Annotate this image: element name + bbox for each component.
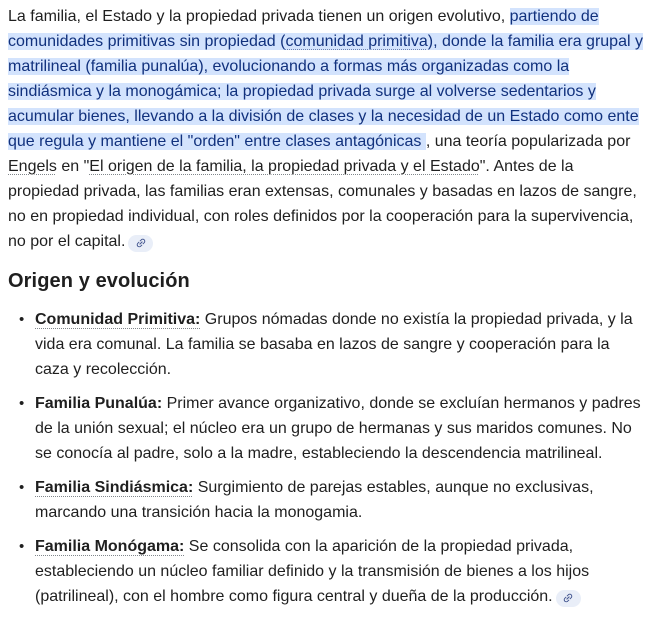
highlighted-text: ), donde la familia era grupal y matrilineal (familia punalúa), evolucionando a formas más organizadas como la sindiásmica y la monogámica; la propiedad privada surge al volverse sedentarios y acumular bienes, llevando a la división de clases y la necesidad de un Estado como ente que regula y mantiene el "orden" entre clases antagónicas — [8, 33, 643, 150]
bullet-text: Grupos nómadas donde no existía la propiedad privada, y la vida era comunal. La familia se basaba en lazos de sangre y cooperación para la caza y recolección. — [35, 311, 633, 378]
text-segment: La familia, el Estado y la propiedad privada tienen un origen evolutivo, — [8, 8, 510, 25]
intro-paragraph — [8, 4, 646, 254]
bullet-term-link[interactable]: Comunidad Primitiva: — [35, 311, 201, 328]
citation-link-chip[interactable] — [556, 590, 581, 607]
bullet-term-link[interactable]: Familia Sindiásmica: — [35, 479, 194, 496]
bullet-term: Familia Punalúa: — [35, 395, 163, 412]
inline-link[interactable]: El origen de la familia, la propiedad privada y el Estado — [89, 158, 480, 175]
bullet-term-link[interactable]: Familia Monógama: — [35, 538, 185, 555]
link-icon — [132, 235, 149, 252]
origin-list — [8, 307, 646, 609]
bullet-text: Se consolida con la aparición de la propiedad privada, estableciendo un núcleo familiar definido y la transmisión de bienes a los hijos (patrilineal), con el hombre como figura central y dueña de la producción. — [35, 538, 590, 605]
list-item — [35, 307, 646, 382]
link-icon — [560, 590, 577, 607]
text-segment: en " — [56, 158, 90, 175]
highlighted-text: partiendo de comunidades primitivas sin propiedad ( — [8, 8, 599, 50]
bullet-text: Surgimiento de parejas estables, aunque no exclusivas, marcando una transición hacia la monogamia. — [35, 479, 594, 521]
text-segment: , una teoría popularizada por — [425, 133, 631, 150]
text-segment: ". Antes de la propiedad privada, las familias eran extensas, comunales y basadas en lazos de sangre, no en propiedad individual, con roles definidos por la cooperación para la supervivencia, no por el capital. — [8, 158, 637, 250]
inline-link[interactable]: Engels — [8, 158, 57, 175]
section-heading: Origen y evolución — [8, 270, 190, 292]
bullet-text: Primer avance organizativo, donde se excluían hermanos y padres de la unión sexual; el núcleo era un grupo de hermanas y sus maridos comunes. No se conocía al padre, solo a la madre, estableciendo la descendencia matrilineal. — [35, 395, 641, 462]
list-item — [35, 391, 646, 466]
list-item — [35, 475, 646, 525]
citation-link-chip[interactable] — [128, 235, 153, 252]
list-item — [35, 534, 646, 609]
inline-link[interactable]: comunidad primitiva — [285, 33, 428, 50]
